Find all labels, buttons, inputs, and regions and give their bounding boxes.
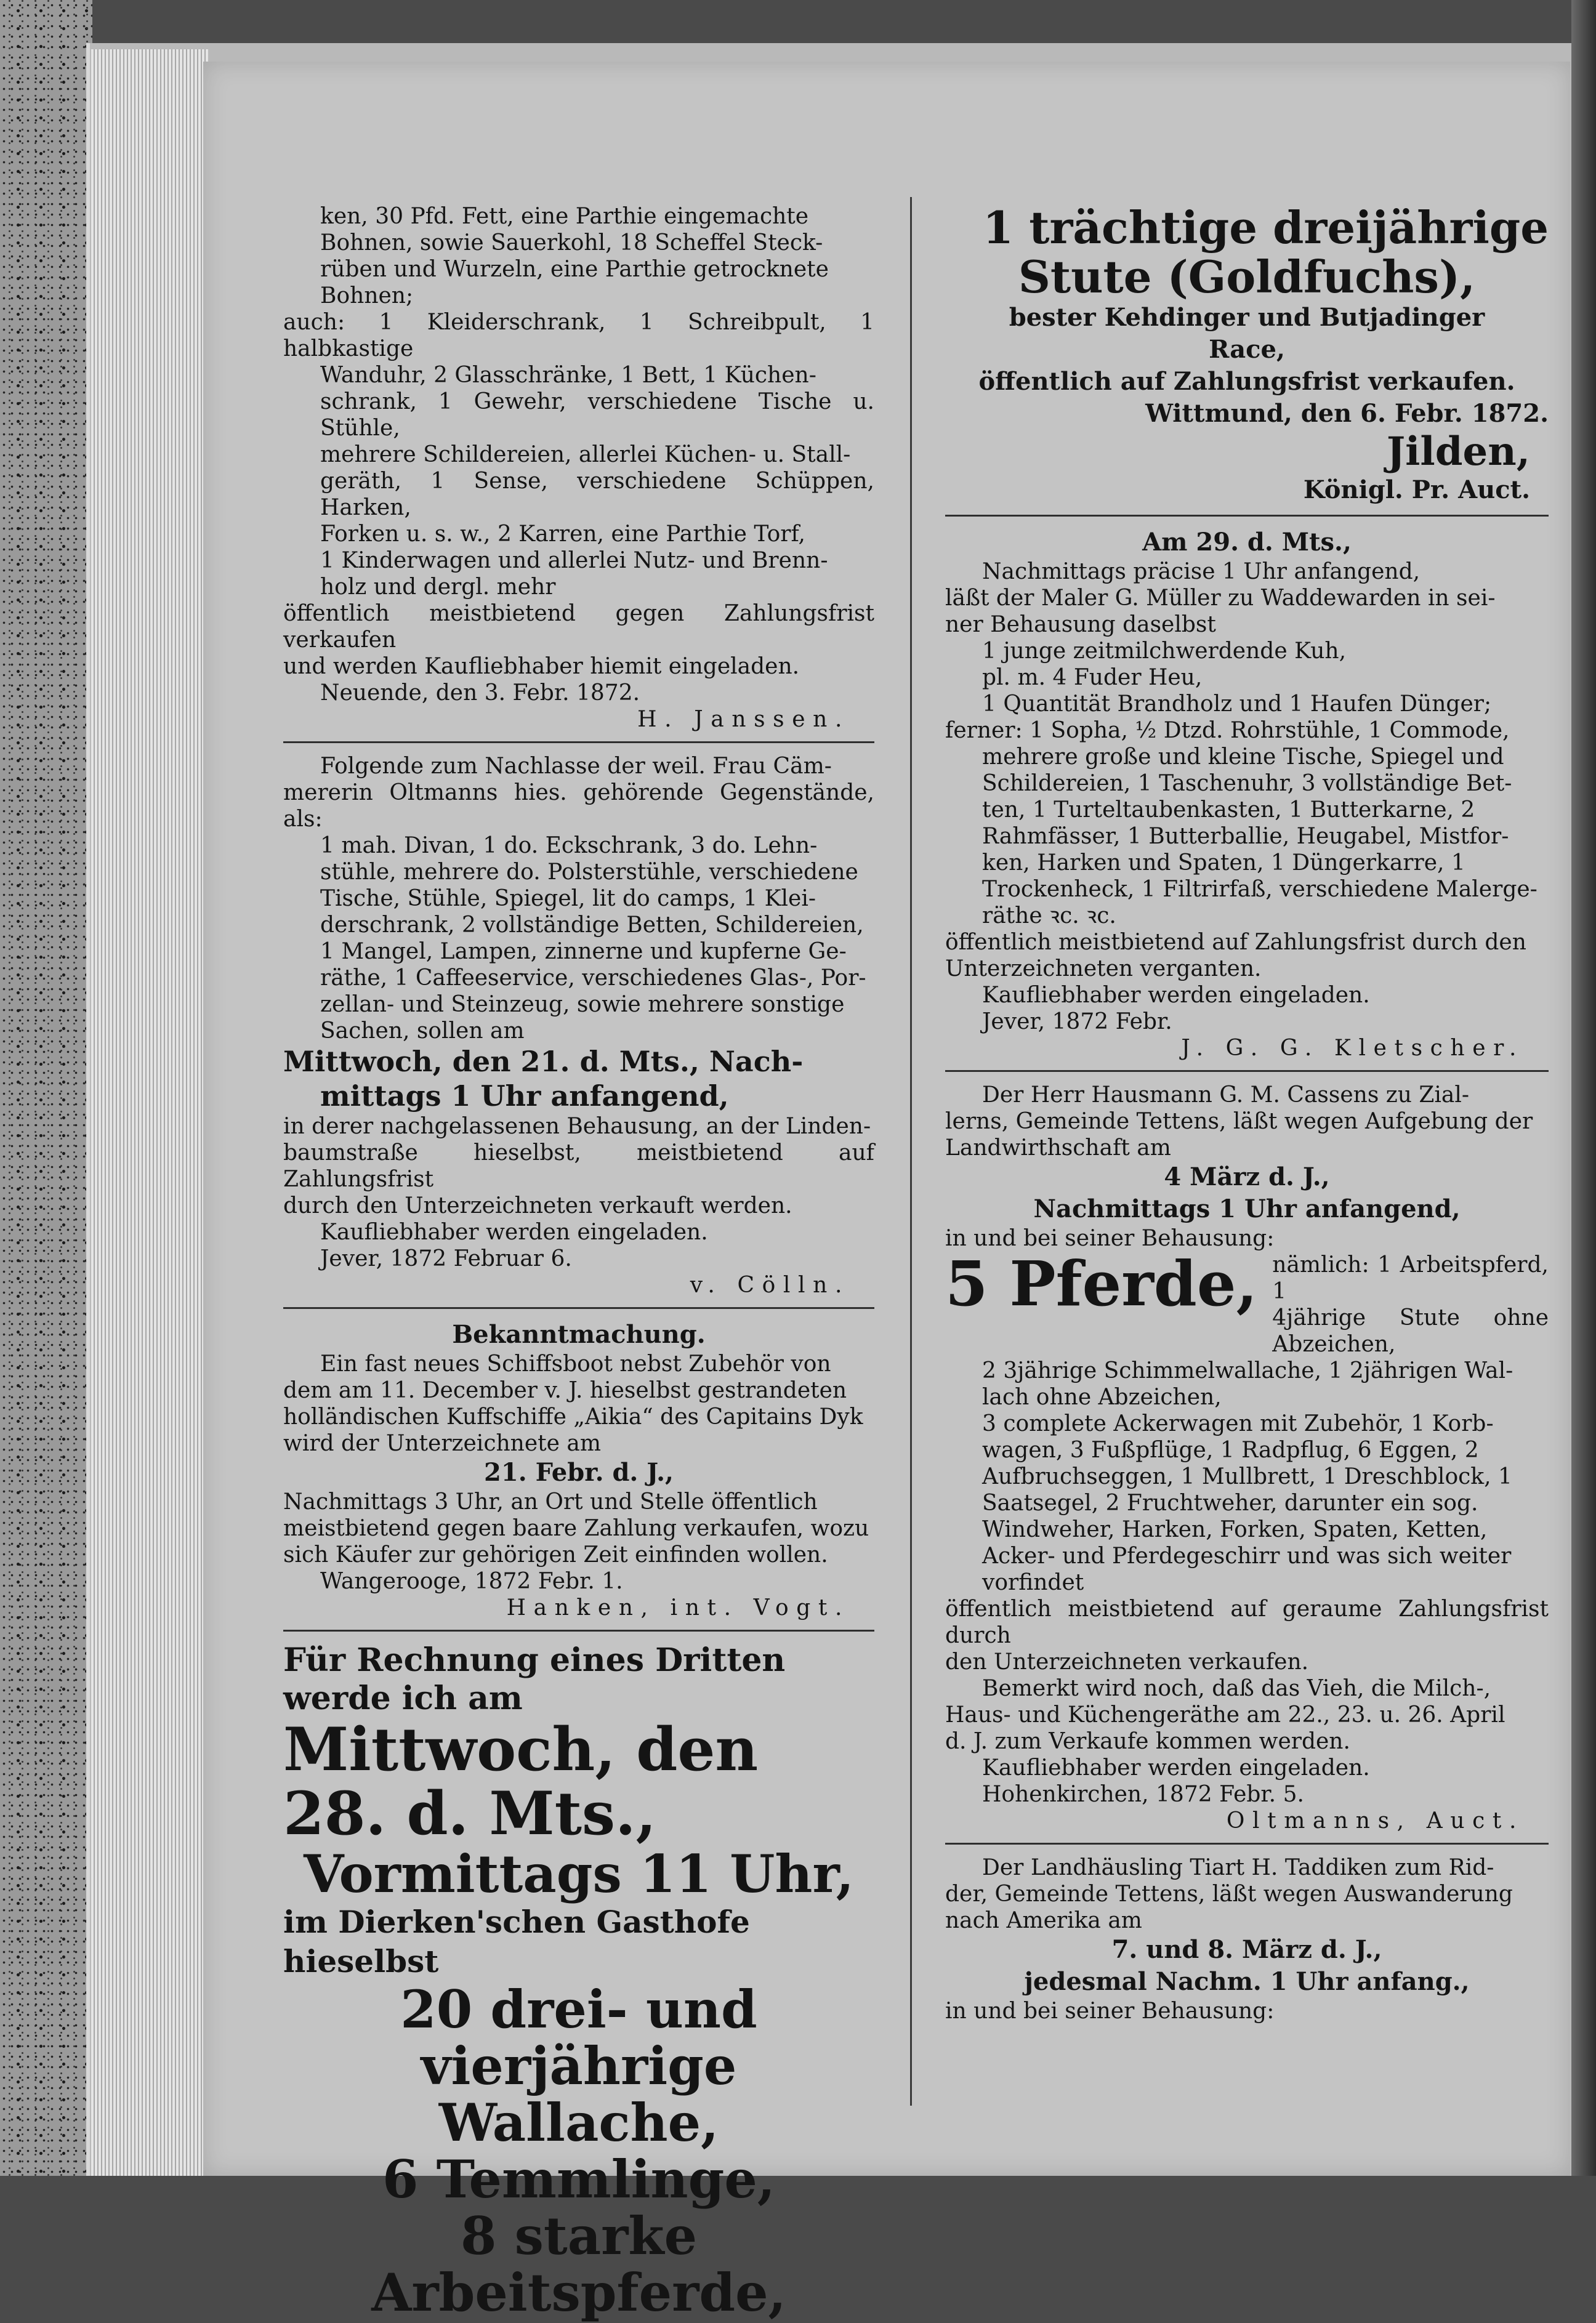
ad-headline: Vormittags 11 Uhr, — [304, 1843, 854, 1904]
ad-line: bester Kehdinger und Butjadinger — [1009, 303, 1485, 332]
ad-mueller — [945, 526, 1549, 1061]
text-line: schrank, 1 Gewehr, verschiedene Tische u. Stühle, — [320, 389, 874, 441]
invite-line: Kaufliebhaber werden eingeladen. — [982, 983, 1370, 1008]
text-line: 3 complete Ackerwagen mit Zubehör, 1 Korb- — [982, 1411, 1494, 1436]
text-line: Wanduhr, 2 Glasschränke, 1 Bett, 1 Küchen- — [320, 363, 816, 388]
left-column — [283, 203, 874, 2321]
text-line: Saatsegel, 2 Fruchtweher, darunter ein sog. — [982, 1491, 1478, 1516]
text-line: ken, 30 Pfd. Fett, eine Parthie eingemachte — [320, 204, 809, 229]
place-date: Wangerooge, 1872 Febr. 1. — [320, 1569, 623, 1594]
text-line: holz und dergl. mehr — [320, 574, 556, 600]
text-line: lach ohne Abzeichen, — [982, 1385, 1222, 1410]
signature: v. Cölln. — [690, 1273, 850, 1298]
text-line: 1 junge zeitmilchwerdende Kuh, — [982, 638, 1347, 664]
separator-rule — [283, 1630, 874, 1632]
text-line: Der Herr Hausmann G. M. Cassens zu Zial- — [982, 1082, 1470, 1108]
text-line: läßt der Maler G. Müller zu Waddewarden in sei- — [945, 586, 1496, 611]
text-line: geräth, 1 Sense, verschiedene Schüppen, Harken, — [320, 469, 874, 520]
place-date: Wittmund, den 6. Febr. 1872. — [1145, 399, 1549, 428]
right-column — [945, 203, 1549, 2024]
auction-date: 21. Febr. d. J., — [484, 1458, 674, 1487]
binding-shadow — [1571, 0, 1596, 2176]
text-line: Bohnen, sowie Sauerkohl, 18 Scheffel Steck- — [320, 230, 823, 256]
text-line: derschrank, 2 vollständige Betten, Schildereien, — [320, 912, 864, 938]
text-line: auch: 1 Kleiderschrank, 1 Schreibpult, 1 halbkastige — [283, 310, 874, 361]
signature: Hanken, int. Vogt. — [506, 1595, 850, 1620]
text-line: den Unterzeichneten verkaufen. — [945, 1649, 1309, 1675]
ad-headline: 6 Temmlinge, — [382, 2149, 776, 2210]
text-line: Nachmittags präcise 1 Uhr anfangend, — [982, 559, 1421, 584]
invite-line: Kaufliebhaber werden eingeladen. — [982, 1755, 1370, 1781]
text-line: pl. m. 4 Fuder Heu, — [982, 665, 1203, 690]
ad-taddiken — [945, 1854, 1549, 2024]
auction-date: 7. und 8. März d. J., — [1111, 1935, 1382, 1964]
text-line: Der Landhäusling Tiart H. Taddiken zum Rid- — [982, 1855, 1494, 1880]
separator-rule — [945, 1843, 1549, 1845]
text-line: Tische, Stühle, Spiegel, lit do camps, 1 Klei- — [320, 886, 816, 911]
text-line: Bemerkt wird noch, daß das Vieh, die Milch-, — [982, 1676, 1491, 1701]
text-line: ten, 1 Turteltaubenkasten, 1 Butterkarne, 2 — [982, 797, 1475, 823]
text-line: Forken u. s. w., 2 Karren, eine Parthie Torf, — [320, 521, 805, 547]
text-line: Haus- und Küchengeräthe am 22., 23. u. 26. April — [945, 1702, 1505, 1728]
text-line: Nachmittags 3 Uhr, an Ort und Stelle öffentlich — [283, 1489, 818, 1515]
text-line: Ein fast neues Schiffsboot nebst Zubehör von — [320, 1351, 831, 1377]
text-line: ken, Harken und Spaten, 1 Düngerkarre, 1 — [982, 850, 1465, 876]
text-line: 1 Quantität Brandholz und 1 Haufen Dünger; — [982, 691, 1492, 717]
text-line: zellan- und Steinzeug, sowie mehrere sonstige — [320, 992, 845, 1017]
text-line: Landwirthschaft am — [945, 1135, 1171, 1161]
text-line: ner Behausung daselbst — [945, 612, 1216, 637]
text-line: baumstraße hieselbst, meistbietend auf Zahlungsfrist — [283, 1140, 874, 1192]
text-line: Folgende zum Nachlasse der weil. Frau Cäm- — [320, 754, 832, 779]
ad-neuende — [283, 203, 874, 733]
place-date: Neuende, den 3. Febr. 1872. — [320, 680, 640, 706]
ad-stute — [945, 203, 1549, 506]
separator-rule — [283, 1307, 874, 1309]
text-line: rüben und Wurzeln, eine Parthie getrocknete — [320, 257, 829, 282]
place-date: Jever, 1872 Febr. — [982, 1009, 1172, 1034]
ad-cassens — [945, 1082, 1549, 1834]
ad-headline: Mittwoch, den 28. d. Mts., — [283, 1715, 759, 1848]
text-line: 1 Mangel, Lampen, zinnerne und kupferne Ge- — [320, 939, 847, 964]
text-line: Aufbruchseggen, 1 Mullbrett, 1 Dreschblock, 1 — [982, 1464, 1512, 1489]
separator-rule — [945, 1070, 1549, 1072]
text-line: öffentlich meistbietend auf Zahlungsfrist durch den — [945, 930, 1526, 955]
text-line: dem am 11. December v. J. hieselbst gestrandeten — [283, 1378, 847, 1403]
place-line: in und bei seiner Behausung: — [945, 1999, 1275, 2024]
text-line: wagen, 3 Fußpflüge, 1 Radpflug, 6 Eggen, 2 — [982, 1438, 1479, 1463]
text-line: Sachen, sollen am — [320, 1018, 525, 1044]
auction-date: Am 29. d. Mts., — [1142, 528, 1352, 557]
separator-rule — [945, 515, 1549, 517]
column-divider — [910, 197, 912, 2106]
auctioneer-name: Jilden, — [1386, 429, 1530, 475]
signature: H. Janssen. — [637, 707, 850, 732]
page-edges — [91, 49, 208, 2176]
speckled-book-edge — [0, 0, 92, 2176]
ad-headline: 1 trächtige dreijährige — [983, 201, 1549, 254]
text-line: Bohnen; — [320, 283, 414, 308]
text-line: lerns, Gemeinde Tettens, läßt wegen Aufgebung der — [945, 1109, 1533, 1134]
ad-headline: Wallache, — [438, 2092, 719, 2153]
ad-line: öffentlich auf Zahlungsfrist verkaufen. — [978, 367, 1515, 396]
text-line: und werden Kaufliebhaber hiemit eingeladen. — [283, 654, 800, 679]
text-line: 1 mah. Divan, 1 do. Eckschrank, 3 do. Lehn- — [320, 833, 818, 858]
ad-headline: 8 starke Arbeitspferde, — [371, 2205, 786, 2323]
text-line: ferner: 1 Sopha, ½ Dtzd. Rohrstühle, 1 Commode, — [945, 718, 1510, 743]
text-line: 4jährige Stute ohne Abzeichen, — [1272, 1305, 1549, 1357]
text-line: stühle, mehrere do. Polsterstühle, verschiedene — [320, 860, 858, 885]
ad-line: werde ich am — [283, 1680, 523, 1717]
text-line: meistbietend gegen baare Zahlung verkaufen, wozu — [283, 1516, 869, 1541]
separator-rule — [283, 741, 874, 743]
text-line: Acker- und Pferdegeschirr und was sich weiter — [982, 1544, 1512, 1569]
ad-headline: 20 drei- und vierjährige — [400, 1979, 757, 2096]
signature: Oltmanns, Auct. — [1226, 1808, 1524, 1834]
invite-line: Kaufliebhaber werden eingeladen. — [320, 1220, 708, 1245]
text-line: Rahmfässer, 1 Butterballie, Heugabel, Mistfor- — [982, 824, 1509, 849]
horses-detail — [1272, 1252, 1549, 1358]
text-line: Trockenheck, 1 Filtrirfaß, verschiedene Malerge- — [982, 877, 1538, 902]
text-line: holländischen Kuffschiffe „Aikia“ des Capitains Dyk — [283, 1404, 863, 1430]
text-line: Unterzeichneten verganten. — [945, 956, 1262, 981]
ad-bekanntmachung — [283, 1319, 874, 1621]
ad-line: Race, — [1209, 335, 1285, 364]
auction-time: jedesmal Nachm. 1 Uhr anfang., — [1024, 1967, 1470, 1996]
auctioneer-title: Königl. Pr. Auct. — [1303, 475, 1530, 504]
text-line: nach Amerika am — [945, 1908, 1142, 1933]
text-line: öffentlich meistbietend gegen Zahlungsfrist verkaufen — [283, 601, 874, 653]
auction-date: 4 März d. J., — [1164, 1162, 1330, 1191]
signature: J. G. G. Kletscher. — [1181, 1036, 1524, 1061]
text-line: mererin Oltmanns hies. gehörende Gegenstände, als: — [283, 780, 874, 832]
auction-time-headline: mittags 1 Uhr anfangend, — [320, 1079, 729, 1113]
horses-headline-block — [945, 1247, 1549, 1358]
auction-date-headline: Mittwoch, den 21. d. Mts., Nach- — [283, 1045, 804, 1078]
auction-time: Nachmittags 1 Uhr anfangend, — [1033, 1194, 1461, 1223]
text-line: sich Käufer zur gehörigen Zeit einfinden wollen. — [283, 1542, 828, 1568]
text-line: 2 3jährige Schimmelwallache, 1 2jährigen Wal- — [982, 1358, 1513, 1383]
text-line: durch den Unterzeichneten verkauft werden. — [283, 1193, 792, 1218]
text-line: in derer nachgelassenen Behausung, an der Linden- — [283, 1114, 871, 1139]
text-line: vorfindet — [982, 1570, 1084, 1595]
notice-title: Bekanntmachung. — [452, 1320, 706, 1349]
text-line: Schildereien, 1 Taschenuhr, 3 vollständige Bet- — [982, 771, 1512, 796]
text-line: 1 Kinderwagen und allerlei Nutz- und Brenn- — [320, 548, 828, 573]
text-line: wird der Unterzeichnete am — [283, 1431, 601, 1456]
place-line: in und bei seiner Behausung: — [945, 1226, 1275, 1251]
ad-line: im Dierken'schen Gasthofe hieselbst — [283, 1904, 750, 1979]
text-line: mehrere große und kleine Tische, Spiegel und — [982, 744, 1504, 770]
horses-headline: 5 Pferde, — [945, 1247, 1258, 1320]
text-line: Windweher, Harken, Forken, Spaten, Ketten, — [982, 1517, 1488, 1542]
place-date: Jever, 1872 Februar 6. — [320, 1246, 572, 1271]
text-line: räthe ꝛc. ꝛc. — [982, 903, 1116, 928]
text-line: der, Gemeinde Tettens, läßt wegen Auswanderung — [945, 1882, 1513, 1907]
ad-headline: Stute (Goldfuchs), — [1018, 251, 1476, 303]
text-line: d. J. zum Verkaufe kommen werden. — [945, 1729, 1350, 1754]
text-line: öffentlich meistbietend auf geraume Zahlungsfrist durch — [945, 1596, 1549, 1648]
ad-horse-auction — [283, 1641, 874, 2321]
text-line: mehrere Schildereien, allerlei Küchen- u. Stall- — [320, 442, 851, 467]
ad-oltmanns-nachlass — [283, 753, 874, 1298]
text-line: nämlich: 1 Arbeitspferd, 1 — [1272, 1252, 1549, 1304]
ad-line: Für Rechnung eines Dritten — [283, 1641, 786, 1679]
place-date: Hohenkirchen, 1872 Febr. 5. — [982, 1782, 1304, 1807]
text-line: räthe, 1 Caffeeservice, verschiedenes Glas-, Por- — [320, 965, 866, 991]
